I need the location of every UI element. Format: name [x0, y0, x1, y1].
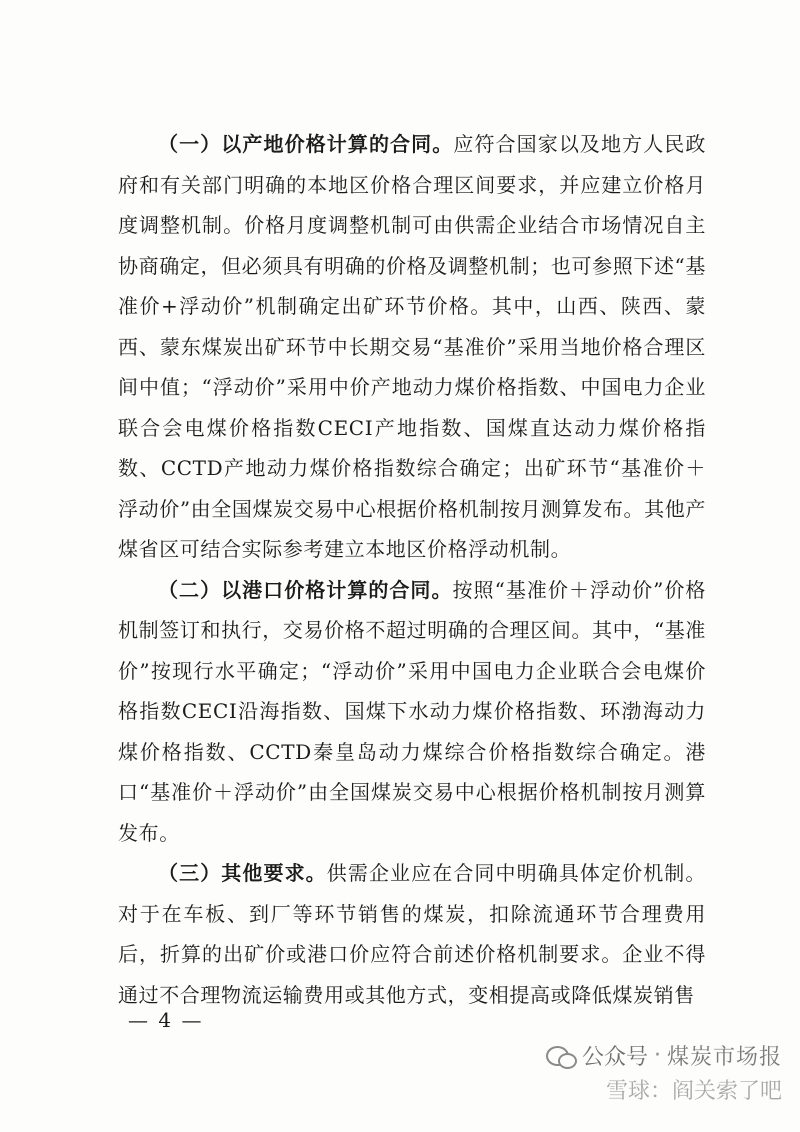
paragraph-heading: （三）其他要求。 [158, 861, 327, 885]
paragraph-3 [118, 853, 706, 1015]
watermark-account-name: 煤炭市场报 [666, 1045, 782, 1070]
paragraph-text: 按照“基准价＋浮动价”价格机制签订和执行，交易价格不超过明确的合理区间。其中，“基准价”按现行水平确定；“浮动价”采用中国电力企业联合会电煤价格指数CECI沿海指数、国煤下水动力煤价格指数、环渤海动力煤价格指数、CCTD秦皇岛动力煤综合价格指数综合确定。港口“基准价＋浮动价”由全国煤炭交易中心根据价格机制按月测算发布。 [118, 577, 707, 845]
document-body [118, 124, 706, 1015]
page-number: — 4 — [128, 1008, 204, 1032]
paragraph-text: 供需企业应在合同中明确具体定价机制。对于在车板、到厂等环节销售的煤炭，扣除流通环节合理费用后，折算的出矿价或港口价应符合前述价格机制要求。企业不得通过不合理物流运输费用或其他方式，变相提高或降低煤炭销售 [118, 861, 706, 1007]
paragraph-1 [118, 124, 706, 570]
watermark-account [546, 1040, 782, 1071]
watermark [526, 1036, 786, 1114]
paragraph-heading: （二）以港口价格计算的合同。 [158, 577, 453, 602]
watermark-overlay [606, 1074, 782, 1105]
paragraph-2 [118, 570, 706, 854]
watermark-label: 公众号 [581, 1045, 648, 1070]
watermark-overlay-text: 雪球：阎关索了吧 [605, 1079, 782, 1104]
watermark-separator: · [653, 1043, 661, 1068]
wechat-icon [546, 1044, 576, 1068]
paragraph-heading: （一）以产地价格计算的合同。 [158, 132, 454, 156]
paragraph-text: 应符合国家以及地方人民政府和有关部门明确的本地区价格合理区间要求，并应建立价格月度调整机制。价格月度调整机制可由供需企业结合市场情况自主协商确定，但必须具有明确的价格及调整机制；也可参照下述“基准价+浮动价”机制确定出矿环节价格。其中，山西、陕西、蒙西、蒙东煤炭出矿环节中长期交易“基准价”采用当地价格合理区间中值；“浮动价”采用中价产地动力煤价格指数、中国电力企业联合会电煤价格指数CECI产地指数、国煤直达动力煤价格指数、CCTD产地动力煤价格指数综合确定；出矿环节“基准价＋浮动价”由全国煤炭交易中心根据价格机制按月测算发布。其他产煤省区可结合实际参考建立本地区价格浮动机制。 [118, 132, 706, 561]
